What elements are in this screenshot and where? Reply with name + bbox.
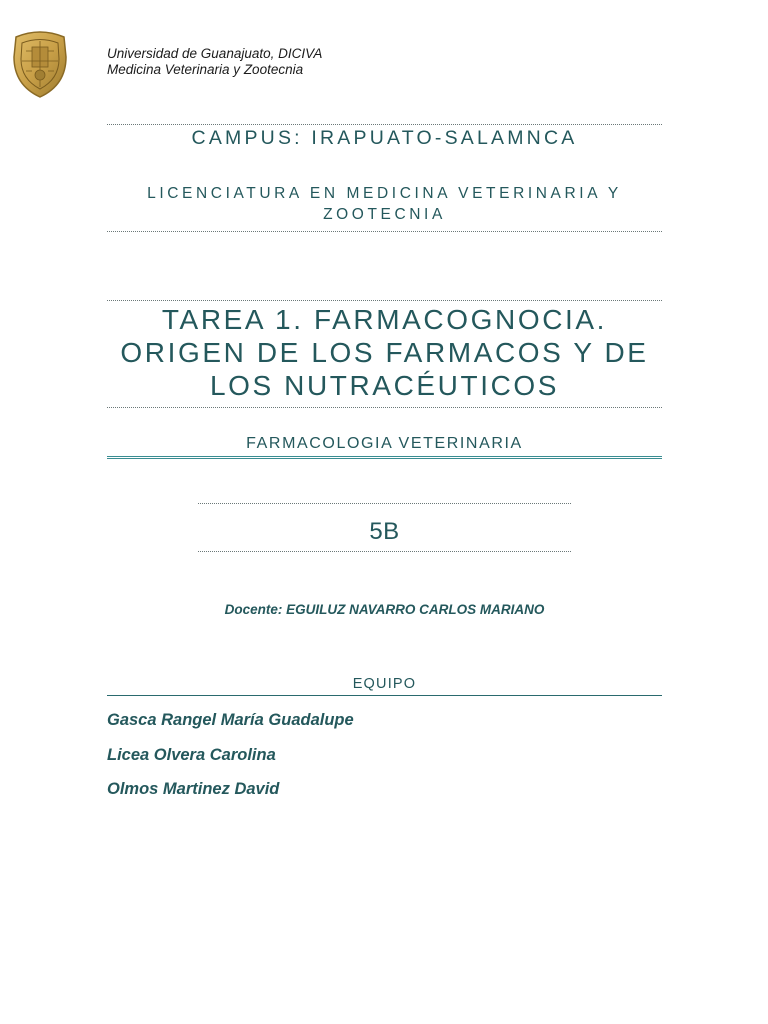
group-label: 5B bbox=[369, 518, 400, 545]
divider-after-group bbox=[198, 551, 571, 552]
team-member: Gasca Rangel María Guadalupe bbox=[107, 711, 354, 729]
divider-after-licenciatura bbox=[107, 231, 662, 232]
document-title: TAREA 1. FARMACOGNOCIA. ORIGEN DE LOS FARMACOS Y DE LOS NUTRACÉUTICOS bbox=[120, 304, 649, 401]
campus-heading: CAMPUS: IRAPUATO-SALAMNCA bbox=[191, 127, 578, 149]
team-member: Olmos Martinez David bbox=[107, 780, 280, 798]
header-block bbox=[107, 46, 322, 78]
divider-before-title bbox=[107, 300, 662, 301]
licenciatura-heading: LICENCIATURA EN MEDICINA VETERINARIA Y ZOOTECNIA bbox=[147, 185, 622, 223]
university-crest-icon bbox=[10, 27, 70, 99]
team-member: Licea Olvera Carolina bbox=[107, 746, 276, 764]
subject-heading: FARMACOLOGIA VETERINARIA bbox=[246, 435, 523, 452]
divider-after-title bbox=[107, 407, 662, 408]
divider-double bbox=[107, 456, 662, 459]
divider-top bbox=[107, 124, 662, 125]
header-university: Universidad de Guanajuato, DICIVA bbox=[107, 46, 323, 61]
divider-team bbox=[107, 695, 662, 696]
divider-before-group bbox=[198, 503, 571, 504]
teacher-line: Docente: EGUILUZ NAVARRO CARLOS MARIANO bbox=[224, 602, 545, 617]
header-program: Medicina Veterinaria y Zootecnia bbox=[107, 62, 304, 77]
team-heading: EQUIPO bbox=[352, 676, 417, 692]
